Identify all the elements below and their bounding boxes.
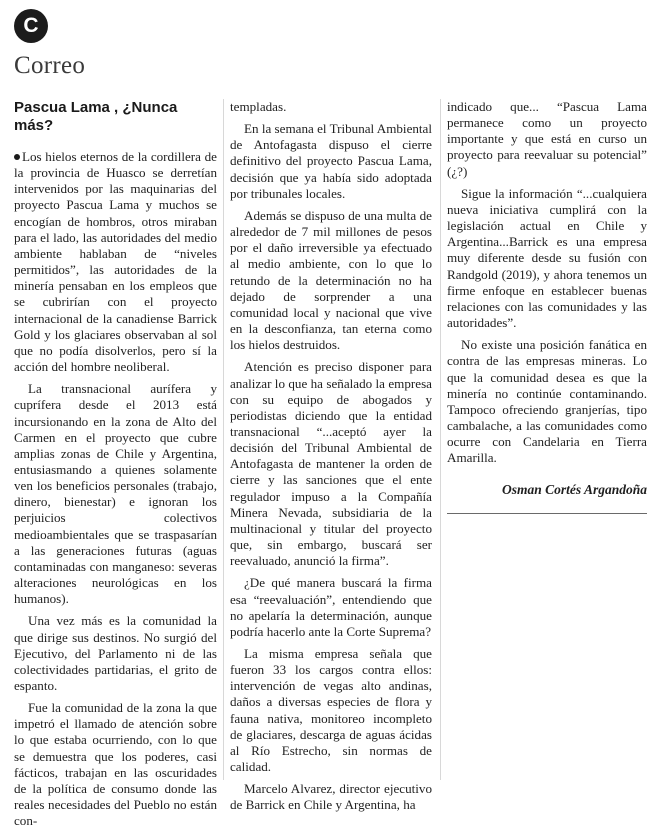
paragraph: Además se dispuso de una multa de alrededor de 7 mil millones de pesos por el daño irreversible ya efectuado al medio ambiente, con lo que lo retundo de la determinación no ha dejado de sorprender a una comunidad local y nacional que vive en la desconfianza, tan eterna como los hielos destruidos. [230,207,432,353]
column-divider [440,99,441,780]
paragraph: La transnacional aurífera y cuprífera desde el 2013 está incursionando en la zona de Alto del Carmen en el proyecto que cubre amplias zonas de Chile y Argentina, entusiasmando a quienes solamente ven los beneficios personales (trabajo, dinero, bienestar) e ignoran los perjuicios colectivos medioambientales que se traspasarían a las generaciones futuras (aguas contaminadas con manganeso: severas alteraciones neurológicas en los humanos). [14,381,217,607]
letter-column-3 [447,99,647,780]
paragraph: indicado que... “Pascua Lama permanece como un proyecto importante y que está en curso un proyecto para reevaluar su potencial” (¿?) [447,99,647,179]
paragraph: Fue la comunidad de la zona la que impetró el llamado de atención sobre lo que estaba ocurriendo, con lo que se demuestra que los poderes, casi fácticos, trabajan en las oscuridades de la política de consumo donde las reales necesidades del Pueblo no están con- [14,700,217,829]
paragraph: En la semana el Tribunal Ambiental de Antofagasta dispuso el cierre definitivo del proyecto Pascua Lama, decisión que ya había sido adoptada por tribunales locales. [230,121,433,201]
author-divider [447,513,647,514]
paragraph: Marcelo Alvarez, director ejecutivo de Barrick en Chile y Argentina, ha [230,781,432,813]
letter-column-2 [230,99,433,813]
bullet-icon [14,154,20,160]
paragraph: Atención es preciso disponer para analizar lo que ha señalado la empresa con su equipo de abogados y periodistas diciendo que la entidad transnacional “...aceptó ayer la decisión del Tribunal Ambiental de Antofagasta de mantener la orden de cierre y las sanciones que el ente regulador impuso a la Compañía Minera Nevada, subsidiaria de la multinacional y titular del proyecto que, sin embargo, buscará ser reevaluado, anunció la firma”. [230,359,432,569]
column-divider [223,99,224,780]
section-logo: C [14,9,48,43]
section-title: Correo [14,52,86,79]
paragraph: No existe una posición fanática en contra de las empresas mineras. Lo que la comunidad desea es que la minería no continúe contaminando. Tampoco ofreciendo granjerías, tipo cambalache, a las comunidades como ocurre con Candelaria en Tierra Amarilla. [447,337,647,466]
letter-column-1 [14,99,217,829]
paragraph: Sigue la información “...cualquiera nueva iniciativa cumplirá con la legislación actual en Chile y Argentina...Barrick es una empresa muy diferente desde su fusión con Randgold (2019), y ahora tenemos un firme enfoque en establecer buenas relaciones con las comunidades y las autoridades”. [447,185,647,331]
paragraph: Una vez más es la comunidad la que dirige sus destinos. No surgió del Ejecutivo, del Parlamento ni de las colectividades partidarias, el grito de espanto. [14,613,217,693]
paragraph: La misma empresa señala que fueron 33 los cargos contra ellos: intervención de vegas alto andinas, daños a diversas especies de flora y fauna nativa, monitoreo incompleto de glaciares, descarga de aguas ácidas al Río Estrecho, sin normas de calidad. [230,646,432,775]
paragraph: ¿De qué manera buscará la firma esa “reevaluación”, entendiendo que no apelaría la determinación, aunque podría hacerlo ante la Corte Suprema? [230,575,432,639]
paragraph [14,149,217,375]
letter-headline: Pascua Lama , ¿Nunca más? [14,99,178,134]
letter-author: Osman Cortés Argandoña [501,482,647,498]
paragraph: templadas. [230,99,287,114]
paragraph-text: Los hielos eternos de la cordillera de la provincia de Huasco se derretían intervenidos por las maquinarias del proyecto Pascua Lama y muchos se encogían de hombros, otros miraban para el lado, las autoridades del medio ambiente hablaban de “niveles permitidos”, las autoridades de la minería pensaban en los empleos que se cubrirían con el proyecto internacional de la canadiense Barrick Gold y los glaciares observaban al sol que no podía disolverlos, pero sí la acción del hombre neoliberal. [14,149,217,375]
